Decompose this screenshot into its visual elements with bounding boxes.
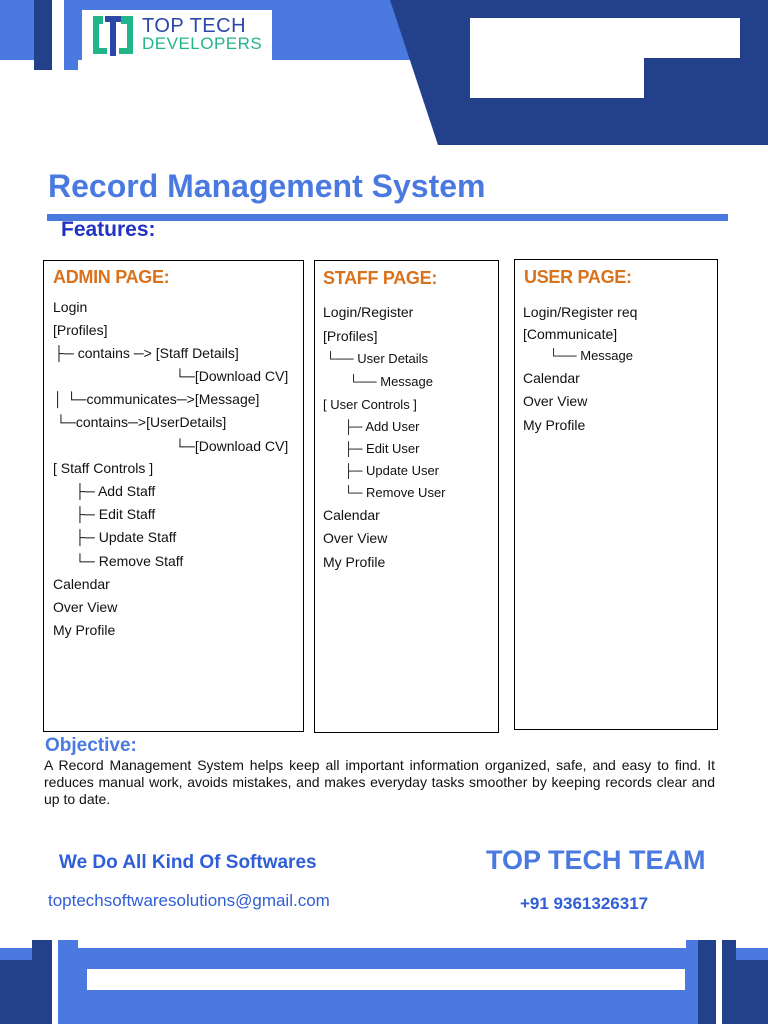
list-item: Calendar xyxy=(53,576,110,592)
list-item: Login/Register req xyxy=(523,304,638,320)
list-item: [ User Controls ] xyxy=(323,397,417,412)
list-item: [Profiles] xyxy=(53,322,108,338)
list-item: └─contains─>[UserDetails] xyxy=(56,414,227,430)
list-item: └─ Remove User xyxy=(344,485,446,500)
list-item: ├─ Add User xyxy=(344,419,420,434)
list-item: Over View xyxy=(53,599,118,615)
list-item: └─[Download CV] xyxy=(175,438,289,454)
staff-page-heading: STAFF PAGE: xyxy=(323,268,438,288)
admin-page-heading: ADMIN PAGE: xyxy=(53,267,170,287)
slogan: We Do All Kind Of Softwares xyxy=(59,852,317,873)
phone-number[interactable]: +91 9361326317 xyxy=(520,894,649,913)
list-item: └── Message xyxy=(349,374,433,389)
objective-text: A Record Management System helps keep all important information organized, safe, and easy to find. It reduces manual work, avoids mistakes, and makes everyday tasks smoother by keeping records clear and up to date. xyxy=(44,757,715,807)
list-item: Over View xyxy=(323,530,388,546)
list-item: My Profile xyxy=(53,622,116,638)
user-page-heading: USER PAGE: xyxy=(524,267,632,287)
footer-stripe xyxy=(58,940,78,1024)
page-title: Record Management System xyxy=(48,168,486,204)
list-item: │ └─communicates─>[Message] xyxy=(54,391,260,407)
top-tech-developers-logo-icon xyxy=(91,14,135,58)
team-name: TOP TECH TEAM xyxy=(486,845,706,875)
header-stripe xyxy=(52,0,64,70)
admin-page-box xyxy=(43,260,304,732)
list-item: Calendar xyxy=(323,507,380,523)
list-item: ├─ Edit Staff xyxy=(75,506,156,522)
header-stripe xyxy=(64,0,78,70)
features-heading: Features: xyxy=(61,218,156,241)
list-item: [Communicate] xyxy=(523,326,618,342)
list-item: Over View xyxy=(523,393,588,409)
list-item: Login xyxy=(53,299,88,315)
list-item: ├─ Update Staff xyxy=(75,529,177,545)
header-white-box xyxy=(470,18,740,58)
list-item: └── User Details xyxy=(326,351,429,366)
list-item: └─ Remove Staff xyxy=(75,553,184,569)
list-item: ├─ Update User xyxy=(344,463,440,478)
list-item: Calendar xyxy=(523,370,580,386)
footer-white-bar xyxy=(87,969,685,990)
list-item: └─[Download CV] xyxy=(175,368,289,384)
logo-text: DEVELOPERS xyxy=(142,34,263,53)
header-slant xyxy=(390,0,438,145)
list-item: [Profiles] xyxy=(323,328,378,344)
footer-stripe xyxy=(698,940,716,1024)
list-item: [ Staff Controls ] xyxy=(53,460,154,476)
list-item: My Profile xyxy=(323,554,386,570)
list-item: ├─ contains ─> [Staff Details] xyxy=(54,345,239,361)
list-item: Login/Register xyxy=(323,304,414,320)
footer-stripe xyxy=(32,940,52,1024)
staff-page-box xyxy=(314,260,499,733)
list-item: └── Message xyxy=(549,348,633,363)
user-page-box xyxy=(514,259,718,730)
list-item: ├─ Edit User xyxy=(344,441,420,456)
list-item: My Profile xyxy=(523,417,586,433)
objective-heading: Objective: xyxy=(45,735,137,756)
list-item: ├─ Add Staff xyxy=(75,483,156,499)
email-link[interactable]: toptechsoftwaresolutions@gmail.com xyxy=(48,891,330,910)
footer-stripe xyxy=(686,940,698,1024)
header-white-box xyxy=(470,56,644,98)
footer-stripe xyxy=(722,940,736,1024)
logo-text: TOP TECH xyxy=(142,15,247,37)
